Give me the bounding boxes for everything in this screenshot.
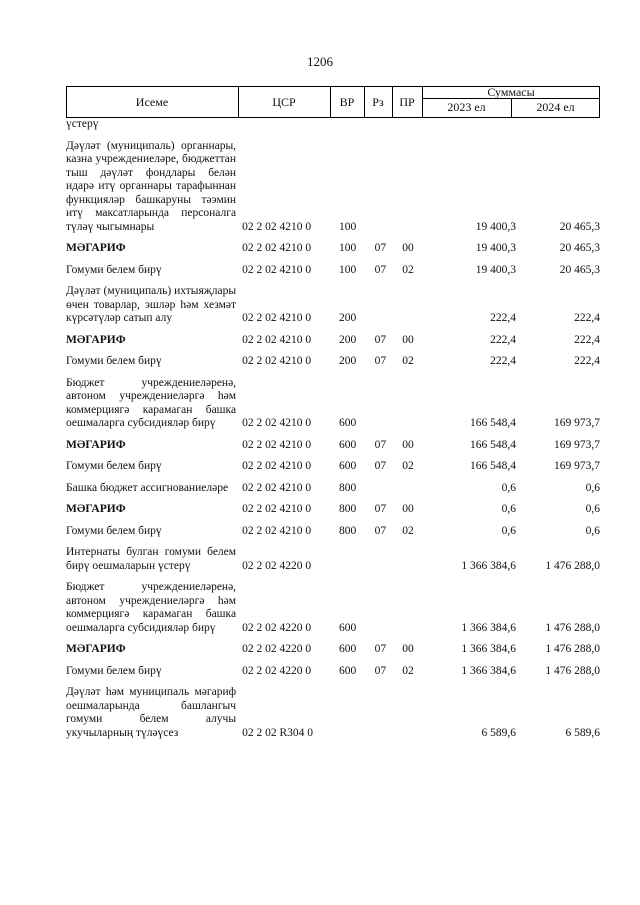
table-row — [66, 665, 600, 679]
row-sum-2024: 222,4 — [574, 355, 600, 367]
row-name: МӘГАРИФ — [66, 242, 126, 254]
row-sum-2023: 1 366 384,6 — [461, 621, 516, 634]
row-sum-2023: 166 548,4 — [469, 417, 516, 429]
row-name: МӘГАРИФ — [66, 503, 126, 515]
row-name: үстерү — [66, 118, 99, 130]
table-row — [66, 581, 600, 635]
row-csr-code: 02 2 02 4210 0 — [242, 220, 312, 233]
row-sum-2023: 222,4 — [490, 333, 516, 346]
row-csr-code: 02 2 02 R304 0 — [242, 726, 313, 739]
row-name: Дәүләт (муниципаль) органнары, казна учреждениеләре, бюджеттан тыш дәүләт фондлары белән идарә итү органнары тарафыннан функцияләр башкаруны тәэмин итү максатларында персоналга түләү чыгымнары — [66, 139, 237, 233]
row-name: МӘГАРИФ — [66, 643, 126, 655]
row-name: Гомуми белем бирү — [66, 460, 162, 472]
row-csr-code: 02 2 02 4210 0 — [242, 263, 312, 276]
row-rz-code: 07 — [374, 643, 387, 655]
header-csr: ЦСР — [272, 95, 296, 109]
row-rz-code: 07 — [374, 263, 387, 276]
table-row — [66, 355, 600, 369]
row-csr-code: 02 2 02 4220 0 — [242, 621, 312, 634]
table-row — [66, 118, 600, 132]
row-name: Бюджет учреждениеләренә, автоном учреждениеләргә һәм коммерциягә карамаган башка оешмаларга субсидияләр бирү — [66, 581, 237, 634]
row-vr-code: 600 — [338, 460, 357, 472]
row-csr-code: 02 2 02 4210 0 — [242, 312, 312, 324]
header-vr: ВР — [339, 95, 355, 109]
row-sum-2024: 169 973,7 — [554, 460, 600, 472]
row-sum-2024: 0,6 — [585, 481, 600, 494]
row-vr-code: 600 — [338, 643, 357, 655]
header-rz: Рз — [372, 95, 384, 109]
row-vr-code: 100 — [338, 263, 357, 276]
table-row — [66, 482, 600, 496]
row-pr-code: 00 — [402, 643, 414, 655]
row-csr-code: 02 2 02 4210 0 — [242, 417, 312, 429]
header-year-2023: 2023 ел — [447, 100, 486, 114]
row-sum-2024: 0,6 — [585, 524, 600, 537]
row-name: Гомуми белем бирү — [66, 263, 162, 276]
row-pr-code: 00 — [402, 333, 414, 346]
table-row — [66, 686, 600, 740]
row-sum-2023: 1 366 384,6 — [461, 559, 516, 572]
row-name: Дәүләт һәм муниципаль мәгариф оешмаларында башлангыч гомуми белем алучы укучыларның түләүсез — [66, 686, 237, 739]
row-sum-2024: 20 465,3 — [559, 263, 600, 276]
row-csr-code: 02 2 02 4210 0 — [242, 438, 312, 451]
row-vr-code: 600 — [338, 621, 357, 634]
row-name: Гомуми белем бирү — [66, 664, 162, 677]
row-name: Дәүләт (муниципаль) ихтыяҗлары өчен товарлар, эшләр һәм хезмәт күрсәтүләр сатып алу — [66, 285, 237, 324]
row-pr-code: 00 — [402, 438, 414, 451]
row-name: МӘГАРИФ — [66, 333, 126, 346]
table-row — [66, 377, 600, 431]
row-name: Башка бюджет ассигнованиеләре — [66, 481, 229, 494]
row-sum-2023: 166 548,4 — [469, 438, 516, 451]
table-row — [66, 546, 600, 573]
page-number: 1206 — [307, 54, 333, 69]
row-sum-2023: 19 400,3 — [475, 263, 516, 276]
row-pr-code: 02 — [402, 263, 414, 276]
row-sum-2023: 166 548,4 — [469, 460, 516, 472]
table-row — [66, 285, 600, 326]
row-csr-code: 02 2 02 4210 0 — [242, 333, 312, 346]
row-vr-code: 800 — [338, 481, 357, 494]
row-rz-code: 07 — [374, 524, 387, 537]
row-sum-2024: 20 465,3 — [559, 242, 600, 254]
row-csr-code: 02 2 02 4210 0 — [242, 355, 312, 367]
row-sum-2024: 169 973,7 — [554, 438, 600, 451]
row-sum-2024: 222,4 — [574, 312, 600, 324]
table-row — [66, 334, 600, 348]
row-sum-2024: 1 476 288,0 — [545, 643, 600, 655]
table-row — [66, 140, 600, 235]
table-body — [66, 118, 600, 748]
row-sum-2024: 222,4 — [574, 333, 600, 346]
row-sum-2024: 6 589,6 — [565, 726, 600, 739]
row-sum-2023: 0,6 — [501, 524, 516, 537]
row-rz-code: 07 — [374, 664, 387, 677]
header-pr: ПР — [399, 95, 415, 109]
row-csr-code: 02 2 02 4210 0 — [242, 481, 312, 494]
table-row — [66, 242, 600, 256]
row-vr-code: 100 — [338, 242, 357, 254]
row-sum-2024: 20 465,3 — [559, 220, 600, 233]
row-sum-2023: 6 589,6 — [481, 726, 516, 739]
row-sum-2023: 0,6 — [501, 503, 516, 515]
row-vr-code: 200 — [338, 312, 357, 324]
row-name: Гомуми белем бирү — [66, 355, 162, 367]
row-vr-code: 600 — [338, 664, 357, 677]
row-sum-2023: 222,4 — [490, 312, 516, 324]
row-pr-code: 02 — [402, 460, 414, 472]
row-vr-code: 600 — [338, 417, 357, 429]
row-vr-code: 200 — [338, 355, 357, 367]
row-vr-code: 200 — [338, 333, 357, 346]
table-row — [66, 643, 600, 657]
row-pr-code: 00 — [402, 503, 414, 515]
row-name: МӘГАРИФ — [66, 438, 126, 451]
row-pr-code: 02 — [402, 524, 414, 537]
row-sum-2024: 1 476 288,0 — [545, 664, 600, 677]
row-rz-code: 07 — [374, 438, 387, 451]
row-vr-code: 800 — [338, 503, 357, 515]
row-pr-code: 02 — [402, 664, 414, 677]
row-rz-code: 07 — [374, 355, 387, 367]
row-sum-2024: 0,6 — [585, 503, 600, 515]
row-sum-2024: 169 973,7 — [554, 417, 600, 429]
row-vr-code: 800 — [338, 524, 357, 537]
row-sum-2023: 19 400,3 — [475, 220, 516, 233]
row-csr-code: 02 2 02 4210 0 — [242, 460, 312, 472]
row-csr-code: 02 2 02 4220 0 — [242, 664, 312, 677]
row-csr-code: 02 2 02 4220 0 — [242, 559, 312, 572]
row-pr-code: 00 — [402, 242, 414, 254]
row-name: Интернаты булган гомуми белем бирү оешмаларын үстерү — [66, 546, 237, 572]
table-row — [66, 439, 600, 453]
table-row — [66, 460, 600, 474]
row-sum-2023: 222,4 — [490, 355, 516, 367]
row-rz-code: 07 — [374, 333, 387, 346]
row-name: Гомуми белем бирү — [66, 524, 162, 537]
row-sum-2023: 1 366 384,6 — [461, 643, 516, 655]
row-vr-code: 600 — [338, 438, 357, 451]
table-row — [66, 525, 600, 539]
row-csr-code: 02 2 02 4210 0 — [242, 503, 312, 515]
row-name: Бюджет учреждениеләренә, автоном учреждениеләргә һәм коммерциягә карамаган башка оешмаларга субсидияләр бирү — [66, 376, 237, 429]
row-sum-2024: 1 476 288,0 — [545, 621, 600, 634]
row-sum-2023: 19 400,3 — [475, 242, 516, 254]
header-year-2024: 2024 ел — [536, 100, 575, 114]
row-csr-code: 02 2 02 4210 0 — [242, 524, 312, 537]
row-sum-2024: 1 476 288,0 — [545, 559, 600, 572]
header-name: Исеме — [135, 95, 169, 109]
row-rz-code: 07 — [374, 503, 387, 515]
row-pr-code: 02 — [402, 355, 414, 367]
row-sum-2023: 0,6 — [501, 481, 516, 494]
row-vr-code: 100 — [338, 220, 357, 233]
row-rz-code: 07 — [374, 242, 387, 254]
table-row — [66, 264, 600, 278]
header-sums: Суммасы — [487, 85, 535, 99]
table-row — [66, 503, 600, 517]
row-csr-code: 02 2 02 4220 0 — [242, 643, 312, 655]
table-header — [66, 86, 600, 118]
row-sum-2023: 1 366 384,6 — [461, 664, 516, 677]
row-csr-code: 02 2 02 4210 0 — [242, 242, 312, 254]
row-rz-code: 07 — [374, 460, 387, 472]
